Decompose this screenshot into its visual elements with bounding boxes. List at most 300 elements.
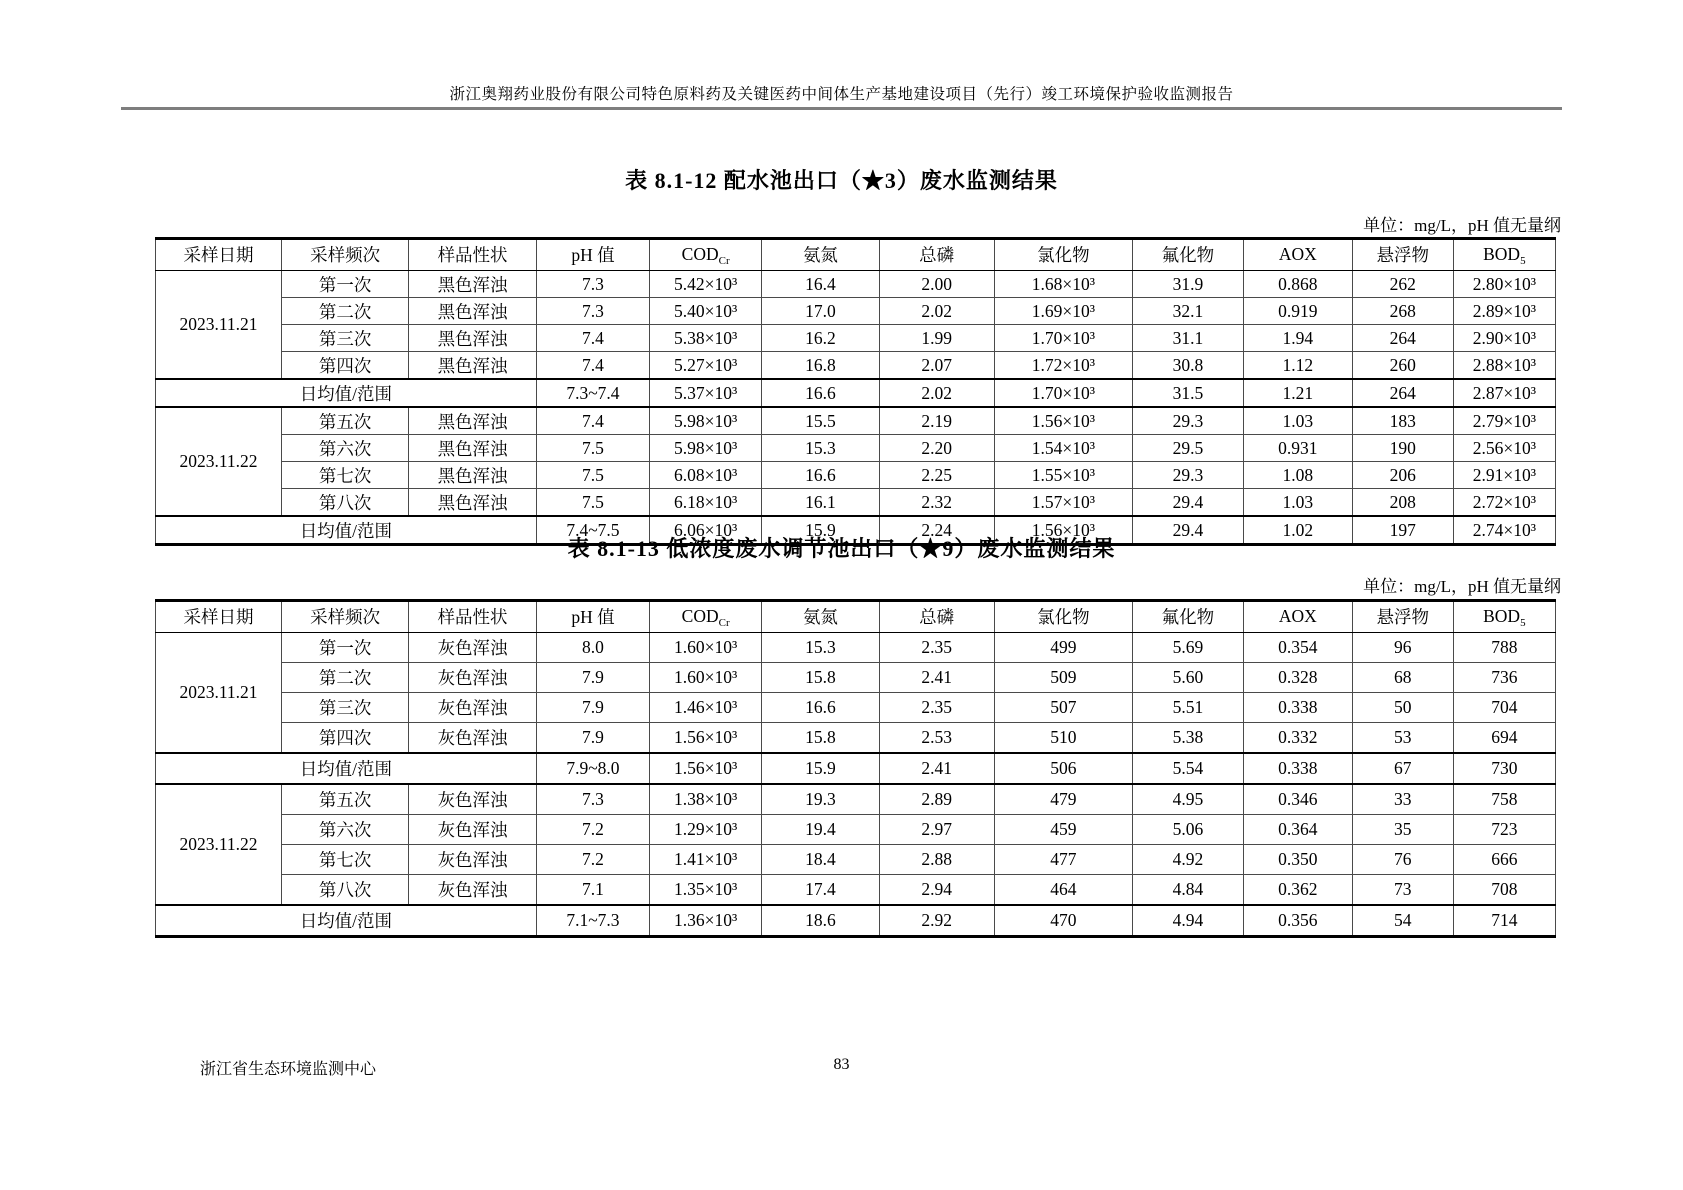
table-header-row bbox=[156, 601, 1556, 633]
table-cell: 1.55×10³ bbox=[994, 462, 1133, 489]
table-cell: 1.94 bbox=[1243, 325, 1352, 352]
table-cell: 264 bbox=[1352, 379, 1453, 407]
table-cell: 506 bbox=[994, 753, 1133, 784]
column-header bbox=[994, 239, 1133, 271]
table1-title: 表 8.1-12 配水池出口（★3）废水监测结果 bbox=[625, 168, 1058, 193]
column-header-text: AOX bbox=[1278, 243, 1317, 264]
table-cell: 2.90×10³ bbox=[1453, 325, 1555, 352]
table-cell: 16.6 bbox=[762, 379, 880, 407]
column-header bbox=[1133, 601, 1244, 633]
table-cell: 7.2 bbox=[536, 815, 649, 845]
table-cell: 1.12 bbox=[1243, 352, 1352, 380]
column-header-text: 采样日期 bbox=[183, 607, 254, 627]
table-cell: 2.02 bbox=[879, 298, 994, 325]
table-cell: 0.338 bbox=[1243, 753, 1352, 784]
table-cell: 1.08 bbox=[1243, 462, 1352, 489]
table-cell: 灰色浑浊 bbox=[409, 875, 536, 906]
table-row bbox=[156, 325, 1556, 352]
table-row bbox=[156, 633, 1556, 663]
day-average-row bbox=[156, 379, 1556, 407]
table-cell: 1.21 bbox=[1243, 379, 1352, 407]
table-cell: 1.60×10³ bbox=[650, 633, 762, 663]
table-cell: 68 bbox=[1352, 663, 1453, 693]
table-cell: 723 bbox=[1453, 815, 1555, 845]
cell-date: 2023.11.21 bbox=[156, 633, 282, 754]
table-cell: 7.9 bbox=[536, 723, 649, 754]
table-cell: 16.6 bbox=[762, 693, 880, 723]
table-cell: 8.0 bbox=[536, 633, 649, 663]
table2-unit-note: 单位：mg/L，pH 值无量纲 bbox=[1363, 577, 1561, 596]
table-cell: 29.3 bbox=[1133, 462, 1244, 489]
column-header-text: 总磷 bbox=[919, 607, 955, 627]
table-cell: 黑色浑浊 bbox=[409, 489, 536, 517]
cell-day-average-label: 日均值/范围 bbox=[156, 379, 537, 407]
table-cell: 76 bbox=[1352, 845, 1453, 875]
table-cell: 第八次 bbox=[281, 875, 408, 906]
table-cell: 31.9 bbox=[1133, 271, 1244, 298]
table-cell: 15.9 bbox=[762, 753, 880, 784]
column-header-text: COD bbox=[681, 605, 719, 626]
table-row bbox=[156, 815, 1556, 845]
table-cell: 7.4 bbox=[536, 407, 649, 435]
table-cell: 2.92 bbox=[879, 905, 994, 937]
table-cell: 5.40×10³ bbox=[650, 298, 762, 325]
table-row bbox=[156, 845, 1556, 875]
table-cell: 206 bbox=[1352, 462, 1453, 489]
table-cell: 1.03 bbox=[1243, 489, 1352, 517]
column-header bbox=[879, 239, 994, 271]
table-cell: 5.54 bbox=[1133, 753, 1244, 784]
table-cell: 第六次 bbox=[281, 815, 408, 845]
table-cell: 第一次 bbox=[281, 633, 408, 663]
table-cell: 32.1 bbox=[1133, 298, 1244, 325]
table-cell: 96 bbox=[1352, 633, 1453, 663]
table-cell: 0.338 bbox=[1243, 693, 1352, 723]
table-cell: 5.37×10³ bbox=[650, 379, 762, 407]
table-cell: 0.919 bbox=[1243, 298, 1352, 325]
table-cell: 788 bbox=[1453, 633, 1555, 663]
table-cell: 197 bbox=[1352, 516, 1453, 545]
column-header bbox=[409, 239, 536, 271]
table-row bbox=[156, 723, 1556, 754]
table-cell: 黑色浑浊 bbox=[409, 352, 536, 380]
column-header-text: BOD bbox=[1483, 605, 1521, 626]
table-cell: 1.36×10³ bbox=[650, 905, 762, 937]
table-cell: 0.354 bbox=[1243, 633, 1352, 663]
table-cell: 54 bbox=[1352, 905, 1453, 937]
table-cell: 5.38 bbox=[1133, 723, 1244, 754]
column-header-text: pH 值 bbox=[571, 245, 615, 265]
column-header-text: 样品性状 bbox=[437, 245, 508, 265]
table-cell: 1.56×10³ bbox=[994, 407, 1133, 435]
table-cell: 0.868 bbox=[1243, 271, 1352, 298]
table-cell: 黑色浑浊 bbox=[409, 298, 536, 325]
table-cell: 7.1 bbox=[536, 875, 649, 906]
table-cell: 1.56×10³ bbox=[994, 516, 1133, 545]
day-average-row bbox=[156, 753, 1556, 784]
table-cell: 灰色浑浊 bbox=[409, 723, 536, 754]
table-cell: 7.3 bbox=[536, 298, 649, 325]
wastewater-table-1 bbox=[155, 237, 1556, 546]
table-cell: 262 bbox=[1352, 271, 1453, 298]
table-header-row bbox=[156, 239, 1556, 271]
table-cell: 704 bbox=[1453, 693, 1555, 723]
table-cell: 2.89×10³ bbox=[1453, 298, 1555, 325]
table-cell: 29.5 bbox=[1133, 435, 1244, 462]
table-cell: 4.92 bbox=[1133, 845, 1244, 875]
table-cell: 1.99 bbox=[879, 325, 994, 352]
column-header bbox=[879, 601, 994, 633]
table-cell: 2.35 bbox=[879, 693, 994, 723]
table-cell: 灰色浑浊 bbox=[409, 784, 536, 815]
column-header-text: 总磷 bbox=[919, 245, 955, 265]
table-cell: 758 bbox=[1453, 784, 1555, 815]
table-cell: 16.8 bbox=[762, 352, 880, 380]
table-cell: 208 bbox=[1352, 489, 1453, 517]
table-cell: 19.4 bbox=[762, 815, 880, 845]
table-cell: 736 bbox=[1453, 663, 1555, 693]
column-header bbox=[1243, 239, 1352, 271]
table-cell: 7.4 bbox=[536, 352, 649, 380]
table-cell: 2.19 bbox=[879, 407, 994, 435]
table-cell: 6.08×10³ bbox=[650, 462, 762, 489]
table-cell: 15.3 bbox=[762, 435, 880, 462]
column-header-text: 氯化物 bbox=[1037, 245, 1090, 265]
table-cell: 29.4 bbox=[1133, 489, 1244, 517]
column-header-text: 氯化物 bbox=[1037, 607, 1090, 627]
table-cell: 730 bbox=[1453, 753, 1555, 784]
table-cell: 479 bbox=[994, 784, 1133, 815]
column-header bbox=[536, 601, 649, 633]
table-cell: 黑色浑浊 bbox=[409, 462, 536, 489]
table-cell: 第二次 bbox=[281, 298, 408, 325]
column-header bbox=[650, 239, 762, 271]
table-cell: 2.88 bbox=[879, 845, 994, 875]
table-cell: 0.362 bbox=[1243, 875, 1352, 906]
table-cell: 5.98×10³ bbox=[650, 407, 762, 435]
table-cell: 1.02 bbox=[1243, 516, 1352, 545]
table-row bbox=[156, 663, 1556, 693]
column-header bbox=[1243, 601, 1352, 633]
table-cell: 2.02 bbox=[879, 379, 994, 407]
cell-date: 2023.11.22 bbox=[156, 784, 282, 905]
page-number: 83 bbox=[833, 1056, 850, 1073]
table-cell: 灰色浑浊 bbox=[409, 693, 536, 723]
table-cell: 5.06 bbox=[1133, 815, 1244, 845]
column-header-text: 采样频次 bbox=[310, 607, 381, 627]
column-header bbox=[156, 601, 282, 633]
table-cell: 53 bbox=[1352, 723, 1453, 754]
table-cell: 第五次 bbox=[281, 784, 408, 815]
table-cell: 2.41 bbox=[879, 753, 994, 784]
table-cell: 2.79×10³ bbox=[1453, 407, 1555, 435]
table-cell: 6.06×10³ bbox=[650, 516, 762, 545]
table-cell: 29.4 bbox=[1133, 516, 1244, 545]
table-cell: 183 bbox=[1352, 407, 1453, 435]
table-row bbox=[156, 298, 1556, 325]
table-cell: 7.9~8.0 bbox=[536, 753, 649, 784]
table-cell: 7.3 bbox=[536, 271, 649, 298]
table-cell: 黑色浑浊 bbox=[409, 325, 536, 352]
table-cell: 16.4 bbox=[762, 271, 880, 298]
column-header bbox=[1453, 601, 1555, 633]
table-cell: 灰色浑浊 bbox=[409, 845, 536, 875]
cell-date: 2023.11.21 bbox=[156, 271, 282, 380]
table-cell: 5.98×10³ bbox=[650, 435, 762, 462]
table1-unit-note: 单位：mg/L，pH 值无量纲 bbox=[1363, 216, 1561, 235]
table-cell: 2.74×10³ bbox=[1453, 516, 1555, 545]
table-cell: 黑色浑浊 bbox=[409, 435, 536, 462]
table-cell: 第七次 bbox=[281, 462, 408, 489]
column-header-text: 氨氮 bbox=[802, 245, 838, 265]
table-cell: 0.328 bbox=[1243, 663, 1352, 693]
table-cell: 2.89 bbox=[879, 784, 994, 815]
table-cell: 35 bbox=[1352, 815, 1453, 845]
table-row bbox=[156, 462, 1556, 489]
table-cell: 477 bbox=[994, 845, 1133, 875]
table-cell: 0.332 bbox=[1243, 723, 1352, 754]
table-cell: 1.60×10³ bbox=[650, 663, 762, 693]
table-cell: 19.3 bbox=[762, 784, 880, 815]
column-header-text: 样品性状 bbox=[437, 607, 508, 627]
table-cell: 15.8 bbox=[762, 723, 880, 754]
table-cell: 2.97 bbox=[879, 815, 994, 845]
column-header-text: 悬浮物 bbox=[1376, 607, 1430, 627]
table-cell: 2.07 bbox=[879, 352, 994, 380]
cell-day-average-label: 日均值/范围 bbox=[156, 905, 537, 937]
table-cell: 2.24 bbox=[879, 516, 994, 545]
table-cell: 1.29×10³ bbox=[650, 815, 762, 845]
table-cell: 1.57×10³ bbox=[994, 489, 1133, 517]
table-cell: 16.6 bbox=[762, 462, 880, 489]
table-cell: 5.42×10³ bbox=[650, 271, 762, 298]
table-cell: 2.35 bbox=[879, 633, 994, 663]
table-cell: 0.346 bbox=[1243, 784, 1352, 815]
table-cell: 2.87×10³ bbox=[1453, 379, 1555, 407]
table-cell: 459 bbox=[994, 815, 1133, 845]
column-header-text: 采样频次 bbox=[310, 245, 381, 265]
table-cell: 5.51 bbox=[1133, 693, 1244, 723]
cell-day-average-label: 日均值/范围 bbox=[156, 516, 537, 545]
table-cell: 2.41 bbox=[879, 663, 994, 693]
table-cell: 第三次 bbox=[281, 693, 408, 723]
column-header bbox=[994, 601, 1133, 633]
cell-date: 2023.11.22 bbox=[156, 407, 282, 516]
table-cell: 18.4 bbox=[762, 845, 880, 875]
table-cell: 7.3 bbox=[536, 784, 649, 815]
table-cell: 7.2 bbox=[536, 845, 649, 875]
table-cell: 0.931 bbox=[1243, 435, 1352, 462]
table-cell: 714 bbox=[1453, 905, 1555, 937]
table-cell: 5.27×10³ bbox=[650, 352, 762, 380]
table-cell: 16.2 bbox=[762, 325, 880, 352]
table-cell: 7.9 bbox=[536, 693, 649, 723]
table-cell: 31.5 bbox=[1133, 379, 1244, 407]
table-cell: 第三次 bbox=[281, 325, 408, 352]
table-cell: 5.38×10³ bbox=[650, 325, 762, 352]
table-cell: 15.8 bbox=[762, 663, 880, 693]
column-header bbox=[281, 239, 408, 271]
table-row bbox=[156, 435, 1556, 462]
table-cell: 29.3 bbox=[1133, 407, 1244, 435]
footer-organization: 浙江省生态环境监测中心 bbox=[200, 1061, 377, 1078]
wastewater-table-2 bbox=[155, 599, 1556, 938]
table-cell: 2.91×10³ bbox=[1453, 462, 1555, 489]
table-cell: 2.94 bbox=[879, 875, 994, 906]
table-cell: 50 bbox=[1352, 693, 1453, 723]
table-cell: 1.38×10³ bbox=[650, 784, 762, 815]
column-header bbox=[409, 601, 536, 633]
column-header-subscript: 5 bbox=[1520, 254, 1526, 267]
column-header-text: COD bbox=[681, 243, 719, 264]
table-cell: 0.356 bbox=[1243, 905, 1352, 937]
table-cell: 1.41×10³ bbox=[650, 845, 762, 875]
table-cell: 第五次 bbox=[281, 407, 408, 435]
table-cell: 第六次 bbox=[281, 435, 408, 462]
table-cell: 2.25 bbox=[879, 462, 994, 489]
table-cell: 1.68×10³ bbox=[994, 271, 1133, 298]
table-cell: 7.5 bbox=[536, 435, 649, 462]
table-row bbox=[156, 693, 1556, 723]
table-cell: 708 bbox=[1453, 875, 1555, 906]
table-cell: 73 bbox=[1352, 875, 1453, 906]
table-cell: 464 bbox=[994, 875, 1133, 906]
column-header bbox=[650, 601, 762, 633]
table-cell: 510 bbox=[994, 723, 1133, 754]
table-cell: 0.350 bbox=[1243, 845, 1352, 875]
table-cell: 190 bbox=[1352, 435, 1453, 462]
table-cell: 第二次 bbox=[281, 663, 408, 693]
table-cell: 1.70×10³ bbox=[994, 379, 1133, 407]
table-cell: 5.60 bbox=[1133, 663, 1244, 693]
table-cell: 507 bbox=[994, 693, 1133, 723]
table-cell: 1.46×10³ bbox=[650, 693, 762, 723]
table-cell: 1.72×10³ bbox=[994, 352, 1133, 380]
column-header-text: 氟化物 bbox=[1161, 245, 1215, 265]
table-cell: 268 bbox=[1352, 298, 1453, 325]
column-header-text: pH 值 bbox=[571, 607, 615, 627]
column-header-subscript: Cr bbox=[718, 254, 730, 267]
table-cell: 4.84 bbox=[1133, 875, 1244, 906]
table-cell: 7.9 bbox=[536, 663, 649, 693]
column-header-text: 采样日期 bbox=[183, 245, 254, 265]
cell-day-average-label: 日均值/范围 bbox=[156, 753, 537, 784]
table-row bbox=[156, 875, 1556, 906]
table-cell: 7.5 bbox=[536, 489, 649, 517]
table-cell: 15.9 bbox=[762, 516, 880, 545]
table-cell: 31.1 bbox=[1133, 325, 1244, 352]
table-cell: 2.72×10³ bbox=[1453, 489, 1555, 517]
table-cell: 4.94 bbox=[1133, 905, 1244, 937]
table-row bbox=[156, 784, 1556, 815]
table-row bbox=[156, 352, 1556, 380]
table-cell: 黑色浑浊 bbox=[409, 271, 536, 298]
table-cell: 2.00 bbox=[879, 271, 994, 298]
column-header-text: 悬浮物 bbox=[1376, 245, 1430, 265]
column-header-subscript: Cr bbox=[718, 616, 730, 629]
table-cell: 0.364 bbox=[1243, 815, 1352, 845]
table-cell: 666 bbox=[1453, 845, 1555, 875]
table-row bbox=[156, 489, 1556, 517]
column-header bbox=[1453, 239, 1555, 271]
table-cell: 18.6 bbox=[762, 905, 880, 937]
table-cell: 1.69×10³ bbox=[994, 298, 1133, 325]
table-cell: 1.56×10³ bbox=[650, 723, 762, 754]
table-cell: 4.95 bbox=[1133, 784, 1244, 815]
day-average-row bbox=[156, 905, 1556, 937]
table-cell: 30.8 bbox=[1133, 352, 1244, 380]
table-cell: 2.32 bbox=[879, 489, 994, 517]
table-cell: 第四次 bbox=[281, 352, 408, 380]
table-cell: 17.4 bbox=[762, 875, 880, 906]
column-header bbox=[1133, 239, 1244, 271]
column-header bbox=[156, 239, 282, 271]
column-header bbox=[536, 239, 649, 271]
column-header bbox=[762, 601, 880, 633]
table-cell: 7.4 bbox=[536, 325, 649, 352]
table-cell: 260 bbox=[1352, 352, 1453, 380]
table-cell: 264 bbox=[1352, 325, 1453, 352]
table-cell: 第四次 bbox=[281, 723, 408, 754]
table-row bbox=[156, 271, 1556, 298]
table-cell: 2.20 bbox=[879, 435, 994, 462]
table-cell: 灰色浑浊 bbox=[409, 663, 536, 693]
table-cell: 2.80×10³ bbox=[1453, 271, 1555, 298]
table-cell: 1.03 bbox=[1243, 407, 1352, 435]
column-header-text: AOX bbox=[1278, 605, 1317, 626]
table2-title: 表 8.1-13 低浓度废水调节池出口（★9）废水监测结果 bbox=[567, 536, 1116, 561]
table-cell: 67 bbox=[1352, 753, 1453, 784]
table-cell: 7.4~7.5 bbox=[536, 516, 649, 545]
table-cell: 黑色浑浊 bbox=[409, 407, 536, 435]
column-header bbox=[1352, 601, 1453, 633]
table-cell: 17.0 bbox=[762, 298, 880, 325]
column-header-text: 氟化物 bbox=[1161, 607, 1215, 627]
table-cell: 1.35×10³ bbox=[650, 875, 762, 906]
table-cell: 15.5 bbox=[762, 407, 880, 435]
column-header-text: BOD bbox=[1483, 243, 1521, 264]
table-cell: 1.54×10³ bbox=[994, 435, 1133, 462]
document-header-title: 浙江奥翔药业股份有限公司特色原料药及关键医药中间体生产基地建设项目（先行）竣工环境保护验收监测报告 bbox=[449, 86, 1234, 103]
table-cell: 第八次 bbox=[281, 489, 408, 517]
table-cell: 16.1 bbox=[762, 489, 880, 517]
column-header-subscript: 5 bbox=[1520, 616, 1526, 629]
table-cell: 694 bbox=[1453, 723, 1555, 754]
table-cell: 7.3~7.4 bbox=[536, 379, 649, 407]
table-cell: 7.5 bbox=[536, 462, 649, 489]
table-cell: 7.1~7.3 bbox=[536, 905, 649, 937]
table-cell: 灰色浑浊 bbox=[409, 815, 536, 845]
table-cell: 2.88×10³ bbox=[1453, 352, 1555, 380]
table-cell: 灰色浑浊 bbox=[409, 633, 536, 663]
table-cell: 5.69 bbox=[1133, 633, 1244, 663]
table-cell: 2.53 bbox=[879, 723, 994, 754]
table-cell: 470 bbox=[994, 905, 1133, 937]
table-cell: 509 bbox=[994, 663, 1133, 693]
table-cell: 1.56×10³ bbox=[650, 753, 762, 784]
table-cell: 2.56×10³ bbox=[1453, 435, 1555, 462]
column-header bbox=[762, 239, 880, 271]
table-row bbox=[156, 407, 1556, 435]
table-cell: 15.3 bbox=[762, 633, 880, 663]
table-cell: 1.70×10³ bbox=[994, 325, 1133, 352]
table-cell: 第一次 bbox=[281, 271, 408, 298]
column-header-text: 氨氮 bbox=[802, 607, 838, 627]
table-cell: 6.18×10³ bbox=[650, 489, 762, 517]
table-cell: 499 bbox=[994, 633, 1133, 663]
column-header bbox=[1352, 239, 1453, 271]
table-cell: 第七次 bbox=[281, 845, 408, 875]
